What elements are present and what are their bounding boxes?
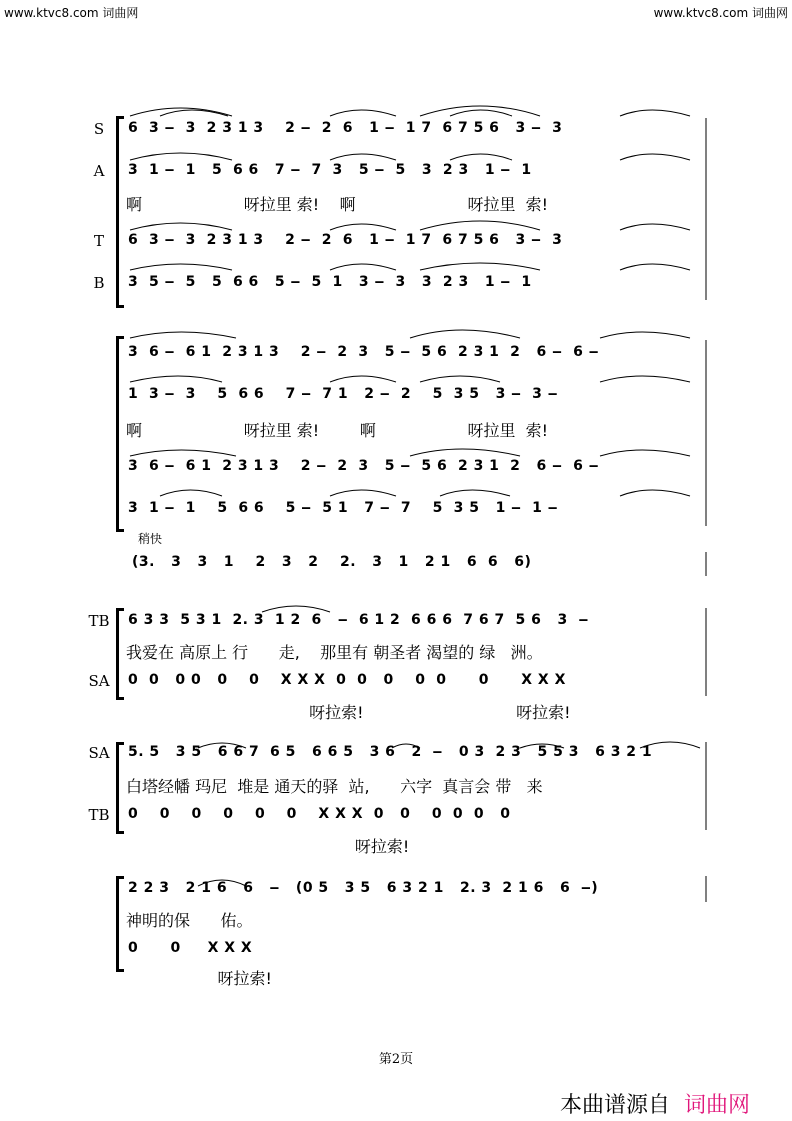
slur <box>198 743 246 748</box>
voice-label: TB <box>88 806 110 824</box>
brand-logo-text[interactable]: 词曲网 <box>684 1093 751 1118</box>
slur <box>440 490 510 496</box>
slur <box>620 264 690 270</box>
slur <box>130 108 232 116</box>
slur <box>600 376 690 382</box>
lyric-line: 神明的保 佑。 <box>126 911 253 930</box>
slur <box>130 332 236 338</box>
slur <box>330 376 396 382</box>
voice-label: A <box>93 162 105 180</box>
notation-line: 1 3 ‒ 3 5 6 6 7 ‒ 7 1 2 ‒ 2 5 3 5 3 ‒ 3 ‒ <box>128 386 559 402</box>
slur <box>130 153 232 160</box>
notation-line: 5. 5 3 5 6 6 7 6 5 6 6 5 3 6 2 ‒ 0 3 2 3 5 5 3 6 3 2 1 <box>128 744 653 760</box>
slur <box>600 332 690 338</box>
notation-line: 0 0 0 0 0 0 X X X 0 0 0 0 0 0 X X X <box>128 672 566 688</box>
lyric-line: 啊 呀拉里 索! 啊 呀拉里 索! <box>126 195 549 214</box>
notation-line: 2 2 3 2 1 6 6 ‒ (0 5 3 5 6 3 2 1 2. 3 2 1 6 6 ‒) <box>128 880 599 896</box>
slur <box>450 110 512 116</box>
lyric-line: 呀拉索! <box>126 969 272 988</box>
slur <box>330 490 396 496</box>
slur <box>130 376 222 382</box>
voice-label: S <box>93 120 105 138</box>
lyric-line: 啊 呀拉里 索! 啊 呀拉里 索! <box>126 421 549 440</box>
intro-line: (3. 3 3 1 2 3 2 2. 3 1 2 1 6 6 6) <box>132 554 532 570</box>
slur <box>330 224 396 230</box>
slur <box>600 450 690 456</box>
notation-line: 0 0 0 0 0 0 X X X 0 0 0 0 0 0 <box>128 806 511 822</box>
slur <box>330 110 396 116</box>
notation-line: 3 6 ‒ 6 1 2 3 1 3 2 ‒ 2 3 5 ‒ 5 6 2 3 1 2 6 ‒ 6 ‒ <box>128 458 599 474</box>
slur <box>410 449 520 456</box>
slur <box>392 744 420 748</box>
slur <box>620 110 690 116</box>
source-credit[interactable] <box>560 1088 750 1119</box>
notation-line: 0 0 X X X <box>128 940 253 956</box>
slur <box>420 106 540 116</box>
slur <box>620 224 690 230</box>
slur <box>330 154 396 160</box>
slur <box>620 154 690 160</box>
voice-label: SA <box>88 744 110 762</box>
slur <box>620 490 690 496</box>
slur <box>262 606 330 612</box>
source-label: 本曲谱源自 <box>560 1093 671 1118</box>
slur <box>130 264 232 270</box>
lyric-line: 呀拉索! 呀拉索! <box>126 703 571 722</box>
notation-line: 6 3 3 5 3 1 2. 3 1 2 6 ‒ 6 1 2 6 6 6 7 6 7 5 6 3 ‒ <box>128 612 589 628</box>
tempo-marking: 稍快 <box>138 532 163 546</box>
voice-label: B <box>93 274 105 292</box>
notation-line: 3 5 ‒ 5 5 6 6 5 ‒ 5 1 3 ‒ 3 3 2 3 1 ‒ 1 <box>128 274 532 290</box>
notation-line: 3 6 ‒ 6 1 2 3 1 3 2 ‒ 2 3 5 ‒ 5 6 2 3 1 2 6 ‒ 6 ‒ <box>128 344 599 360</box>
header-site-left[interactable]: www.ktvc8.com 词曲网 <box>4 6 139 20</box>
slur <box>130 223 232 230</box>
slur <box>130 450 236 456</box>
notation-line: 6 3 ‒ 3 2 3 1 3 2 ‒ 2 6 1 ‒ 1 7 6 7 5 6 3 ‒ 3 <box>128 120 563 136</box>
slur <box>420 221 540 230</box>
slur <box>410 330 520 338</box>
slur <box>160 110 228 116</box>
slur <box>520 744 564 748</box>
slur <box>420 263 540 270</box>
voice-label: TB <box>88 612 110 630</box>
lyric-line: 呀拉索! <box>126 837 410 856</box>
slur <box>160 490 222 496</box>
voice-label: T <box>93 232 104 250</box>
page-number: 第2页 <box>378 1052 414 1067</box>
header-site-right[interactable]: www.ktvc8.com 词曲网 <box>653 6 788 20</box>
voice-label: SA <box>88 672 110 690</box>
slur <box>450 154 512 160</box>
lyric-line: 我爱在 高原上 行 走, 那里有 朝圣者 渴望的 绿 洲。 <box>126 643 543 662</box>
notation-line: 3 1 ‒ 1 5 6 6 7 ‒ 7 3 5 ‒ 5 3 2 3 1 ‒ 1 <box>128 162 532 178</box>
notation-line: 6 3 ‒ 3 2 3 1 3 2 ‒ 2 6 1 ‒ 1 7 6 7 5 6 3 ‒ 3 <box>128 232 563 248</box>
slur <box>330 264 396 270</box>
slur <box>198 880 246 886</box>
lyric-line: 白塔经幡 玛尼 堆是 通天的驿 站, 六字 真言会 带 来 <box>126 777 543 796</box>
slur <box>420 376 500 382</box>
slur <box>640 742 700 748</box>
notation-line: 3 1 ‒ 1 5 6 6 5 ‒ 5 1 7 ‒ 7 5 3 5 1 ‒ 1 ‒ <box>128 500 559 516</box>
